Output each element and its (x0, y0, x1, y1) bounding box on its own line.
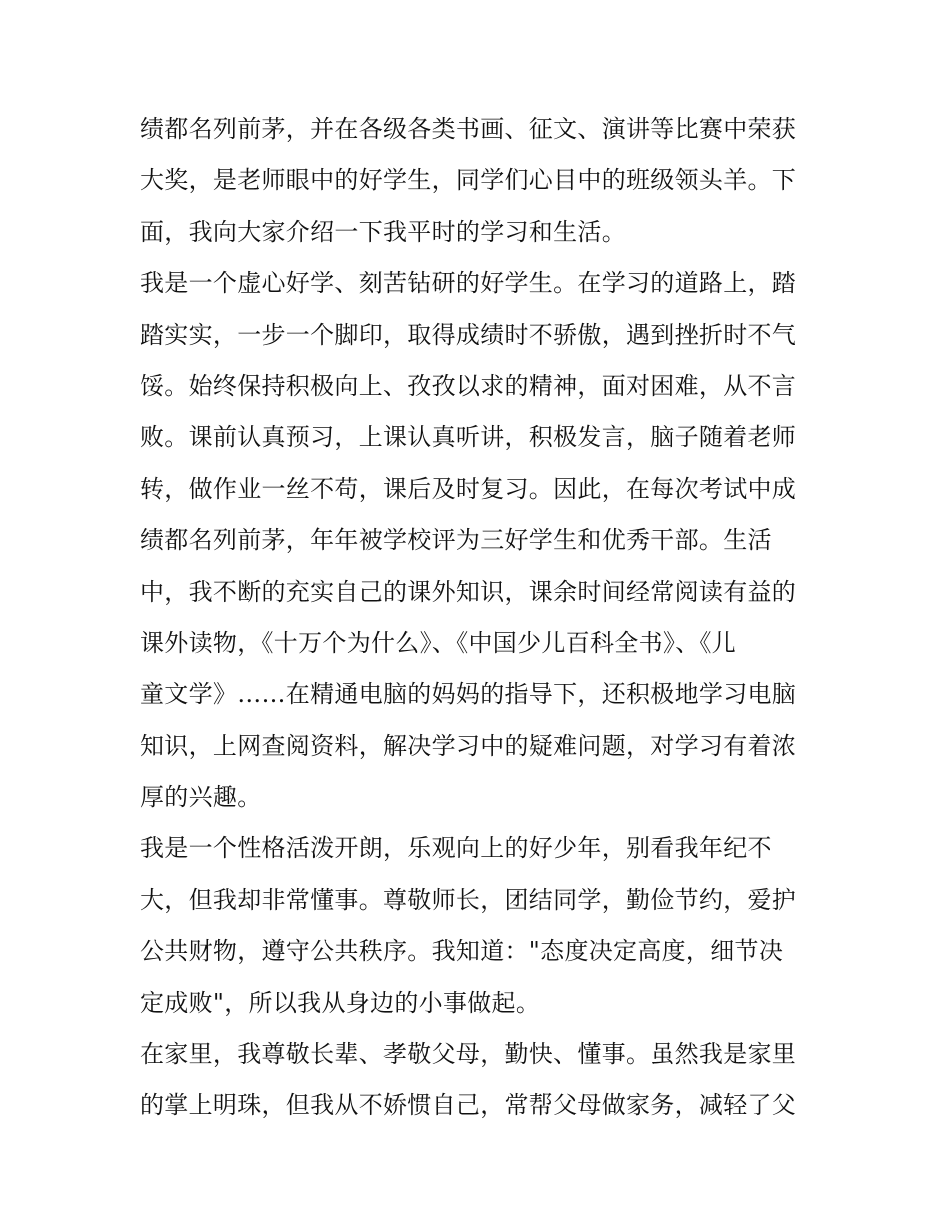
text-line: 踏实实，一步一个脚印，取得成绩时不骄傲，遇到挫折时不气 (140, 320, 797, 349)
text-line: 大，但我却非常懂事。尊敬师长，团结同学，勤俭节约，爱护 (140, 885, 797, 914)
text-line: 绩都名列前茅，年年被学校评为三好学生和优秀干部。生活 (140, 526, 772, 555)
text-line: 败。课前认真预习，上课认真听讲，积极发言，脑子随着老师 (140, 423, 797, 452)
body-text (140, 104, 820, 1132)
text-line: 绩都名列前茅，并在各级各类书画、征文、演讲等比赛中荣获 (140, 115, 797, 143)
text-line: 转，做作业一丝不苟，课后及时复习。因此，在每次考试中成 (140, 474, 797, 503)
text-line: 在家里，我尊敬长辈、孝敬父母，勤快、懂事。虽然我是家里 (140, 1040, 797, 1069)
text-line: 大奖，是老师眼中的好学生，同学们心目中的班级领头羊。下 (140, 166, 797, 195)
text-line: 童文学》……在精通电脑的妈妈的指导下，还积极地学习电脑 (140, 680, 797, 709)
text-line: 中，我不断的充实自己的课外知识，课余时间经常阅读有益的 (140, 577, 797, 606)
text-line: 知识，上网查阅资料，解决学习中的疑难问题，对学习有着浓 (140, 731, 797, 760)
text-line: 面，我向大家介绍一下我平时的学习和生活。 (140, 217, 626, 246)
text-line: 馁。始终保持积极向上、孜孜以求的精神，面对困难，从不言 (140, 371, 797, 400)
text-line: 我是一个性格活泼开朗，乐观向上的好少年，别看我年纪不 (140, 834, 772, 863)
text-line: 公共财物，遵守公共秩序。我知道："态度决定高度，细节决 (140, 937, 784, 966)
text-line: 的掌上明珠，但我从不娇惯自己，常帮父母做家务，减轻了父 (140, 1091, 797, 1120)
text-line: 定成败"，所以我从身边的小事做起。 (140, 988, 541, 1017)
text-line: 厚的兴趣。 (140, 783, 262, 812)
text-line: 课外读物，《十万个为什么》、《中国少儿百科全书》、《儿 (140, 628, 737, 657)
text-line: 我是一个虚心好学、刻苦钻研的好学生。在学习的道路上，踏 (140, 269, 797, 298)
